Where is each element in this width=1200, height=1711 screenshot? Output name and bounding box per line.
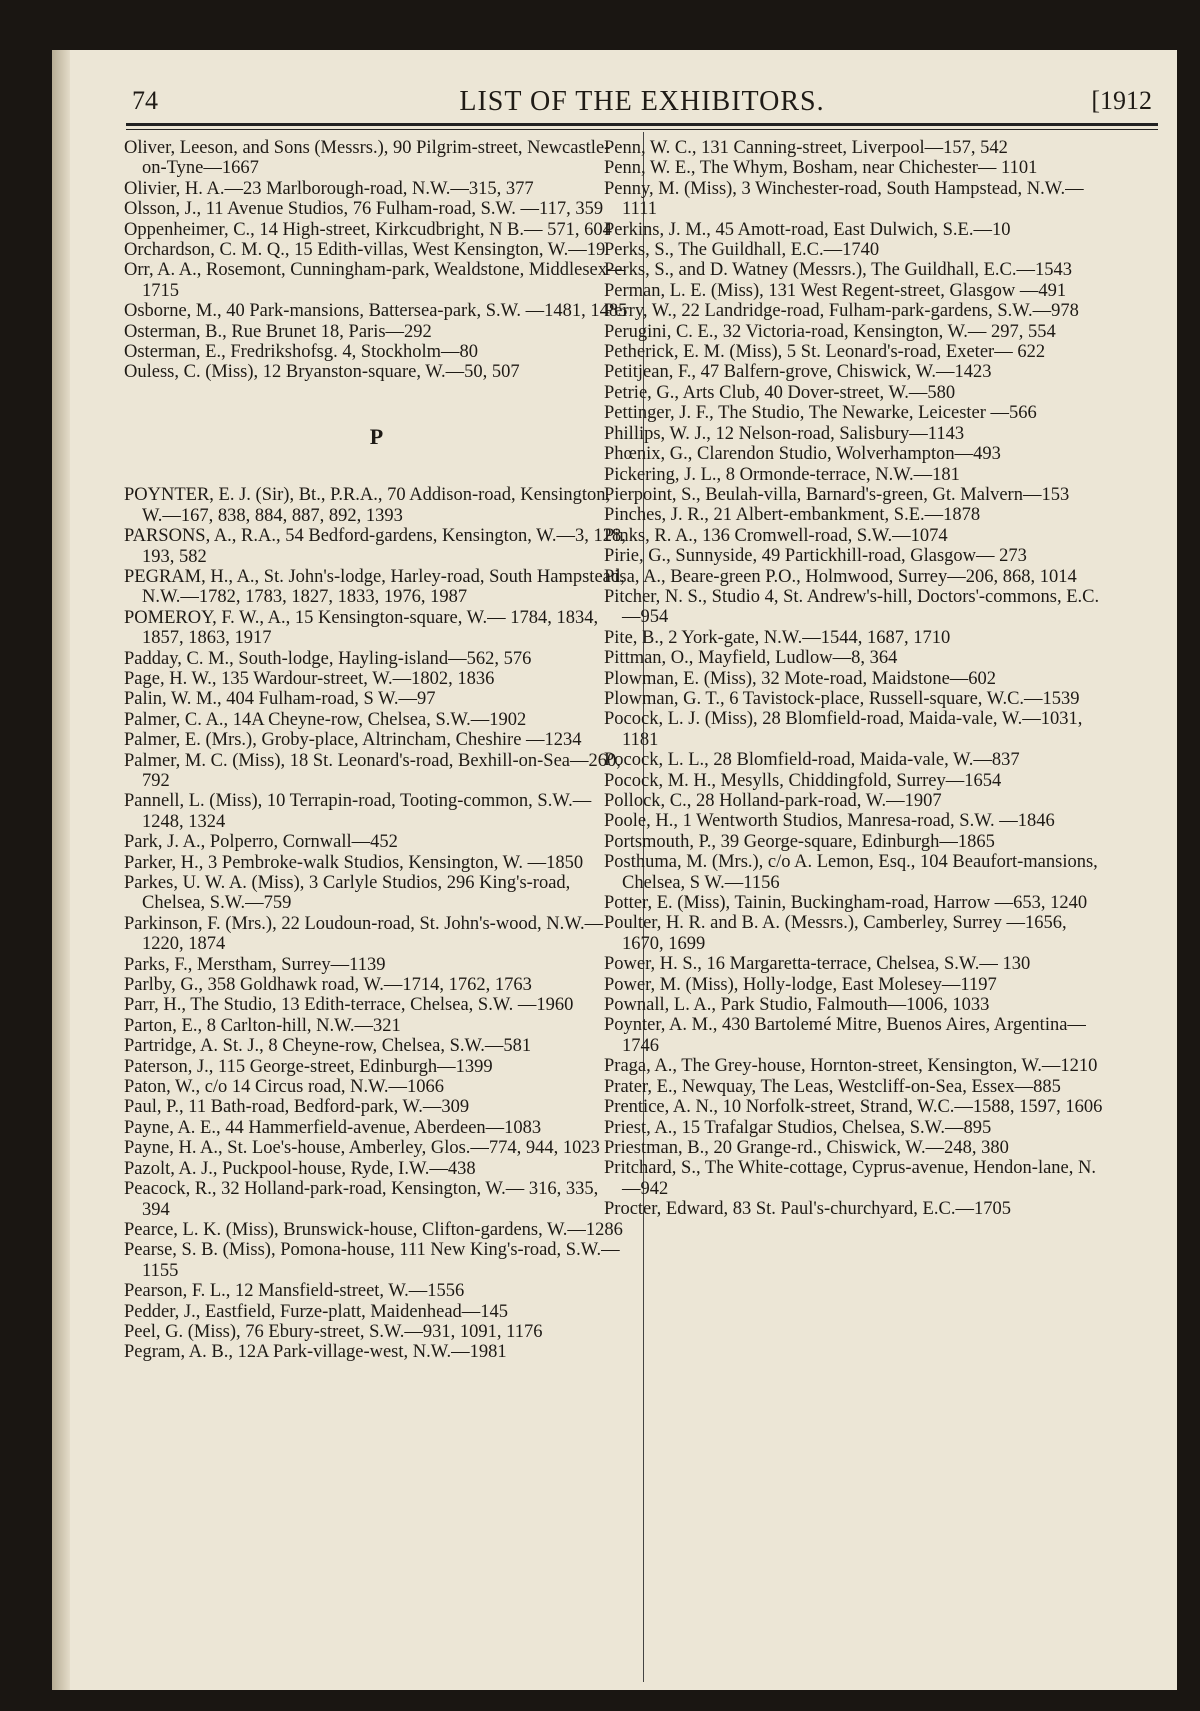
exhibitor-entry: Orchardson, C. M. Q., 15 Edith-villas, West Kensington, W.—19 [124, 240, 606, 261]
exhibitor-entry: POMEROY, F. W., A., 15 Kensington-square, W.— 1784, 1834, 1857, 1863, 1917 [124, 607, 599, 649]
exhibitor-entry: Padday, C. M., South-lodge, Hayling-island—562, 576 [124, 648, 532, 669]
exhibitor-entry: Partridge, A. St. J., 8 Cheyne-row, Chelsea, S.W.—581 [124, 1036, 532, 1057]
right-entries [604, 138, 1109, 1220]
exhibitor-entry: Prater, E., Newquay, The Leas, Westcliff-on-Sea, Essex—885 [604, 1076, 1061, 1097]
exhibitor-entry: Petherick, E. M. (Miss), 5 St. Leonard's-road, Exeter— 622 [604, 342, 1046, 363]
exhibitor-entry: Penn, W. C., 131 Canning-street, Liverpool—157, 542 [604, 138, 1008, 158]
exhibitor-entry: Parker, H., 3 Pembroke-walk Studios, Kensington, W. —1850 [124, 852, 584, 873]
exhibitor-entry: Paterson, J., 115 George-street, Edinburgh—1399 [124, 1056, 493, 1077]
exhibitor-entry: Portsmouth, P., 39 George-square, Edinburgh—1865 [604, 831, 995, 852]
exhibitor-entry: Pannell, L. (Miss), 10 Terrapin-road, Tooting-common, S.W.—1248, 1324 [124, 791, 592, 832]
exhibitor-entry: Pirie, G., Sunnyside, 49 Partickhill-road, Glasgow— 273 [604, 546, 1027, 567]
exhibitor-entry: Petitjean, F., 47 Balfern-grove, Chiswick, W.—1423 [604, 362, 992, 383]
exhibitor-entry: Perry, W., 22 Landridge-road, Fulham-park-gardens, S.W.—978 [604, 301, 1079, 322]
exhibitor-entry: Poynter, A. M., 430 Bartolemé Mitre, Buenos Aires, Argentina—1746 [604, 1015, 1086, 1056]
exhibitor-entry: Pettinger, J. F., The Studio, The Newarke, Leicester —566 [604, 403, 1037, 424]
exhibitor-entry: Poulter, H. R. and B. A. (Messrs.), Camberley, Surrey —1656, 1670, 1699 [604, 913, 1067, 954]
exhibitor-entry: Pinks, R. A., 136 Cromwell-road, S.W.—1074 [604, 525, 948, 546]
exhibitor-entry: PARSONS, A., R.A., 54 Bedford-gardens, Kensington, W.—3, 128, 193, 582 [124, 526, 626, 567]
exhibitor-entry: Paul, P., 11 Bath-road, Bedford-park, W.—309 [124, 1097, 470, 1118]
exhibitor-entry: Penny, M. (Miss), 3 Winchester-road, South Hampstead, N.W.—1111 [604, 178, 1084, 220]
book-page [52, 50, 1177, 1690]
exhibitor-entry: Pocock, L. L., 28 Blomfield-road, Maida-vale, W.—837 [604, 750, 1020, 771]
right-column [604, 138, 1109, 1220]
exhibitor-entry: Perks, S., The Guildhall, E.C.—1740 [604, 240, 880, 261]
exhibitor-entry: Pisa, A., Beare-green P.O., Holmwood, Surrey—206, 868, 1014 [604, 566, 1077, 587]
exhibitor-entry: Oliver, Leeson, and Sons (Messrs.), 90 Pilgrim-street, Newcastle-on-Tyne—1667 [124, 138, 611, 179]
exhibitor-entry: Peacock, R., 32 Holland-park-road, Kensington, W.— 316, 335, 394 [124, 1179, 599, 1220]
exhibitor-entry: Pitcher, N. S., Studio 4, St. Andrew's-hill, Doctors'-commons, E.C.—954 [604, 586, 1100, 628]
exhibitor-entry: Paton, W., c/o 14 Circus road, N.W.—1066 [124, 1077, 444, 1098]
section-letter: P [369, 423, 384, 449]
year-label: [1912 [1091, 86, 1152, 115]
exhibitor-entry: Palmer, C. A., 14A Cheyne-row, Chelsea, S.W.—1902 [124, 709, 527, 730]
header-rule [126, 123, 1158, 126]
exhibitor-entry: Perman, L. E. (Miss), 131 West Regent-street, Glasgow —491 [604, 280, 1067, 301]
exhibitor-entry: Pittman, O., Mayfield, Ludlow—8, 364 [604, 648, 898, 669]
page-header [132, 80, 1152, 120]
exhibitor-entry: Pocock, L. J. (Miss), 28 Blomfield-road, Maida-vale, W.—1031, 1181 [604, 709, 1083, 750]
exhibitor-entry: Payne, H. A., St. Loe's-house, Amberley, Glos.—774, 944, 1023 [124, 1138, 600, 1159]
exhibitor-entry: Pinches, J. R., 21 Albert-embankment, S.E.—1878 [604, 505, 981, 526]
page-title: LIST OF THE EXHIBITORS. [459, 86, 825, 117]
exhibitor-entry: POYNTER, E. J. (Sir), Bt., P.R.A., 70 Addison-road, Kensington, W.—167, 838, 884, 887, 892, 1393 [124, 485, 611, 526]
exhibitor-entry: Power, H. S., 16 Margaretta-terrace, Chelsea, S.W.— 130 [604, 954, 1031, 975]
exhibitor-entry: Pocock, M. H., Mesylls, Chiddingfold, Surrey—1654 [604, 770, 1002, 791]
exhibitor-entry: Procter, Edward, 83 St. Paul's-churchyard, E.C.—1705 [604, 1199, 1011, 1220]
exhibitor-entry: Parr, H., The Studio, 13 Edith-terrace, Chelsea, S.W. —1960 [124, 995, 574, 1016]
exhibitor-entry: Parks, F., Merstham, Surrey—1139 [124, 954, 386, 975]
exhibitor-entry: Pritchard, S., The White-cottage, Cyprus-avenue, Hendon-lane, N.—942 [604, 1158, 1096, 1199]
exhibitor-entry: Priest, A., 15 Trafalgar Studios, Chelsea, S.W.—895 [604, 1117, 992, 1138]
exhibitor-entry: Osterman, E., Fredrikshofsg. 4, Stockholm—80 [124, 342, 479, 363]
page-number: 74 [132, 86, 158, 115]
left-bottom-entries [124, 485, 629, 1362]
exhibitor-entry: Praga, A., The Grey-house, Hornton-street, Kensington, W.—1210 [604, 1056, 1098, 1077]
exhibitor-entry: Pedder, J., Eastfield, Furze-platt, Maidenhead—145 [124, 1301, 509, 1322]
exhibitor-entry: Prentice, A. N., 10 Norfolk-street, Strand, W.C.—1588, 1597, 1606 [604, 1097, 1103, 1118]
header-rule-thin [126, 129, 1158, 130]
exhibitor-entry: Perks, S., and D. Watney (Messrs.), The Guildhall, E.C.—1543 [604, 260, 1072, 281]
exhibitor-entry: Parlby, G., 358 Goldhawk road, W.—1714, 1762, 1763 [124, 975, 532, 996]
exhibitor-entry: Pickering, J. L., 8 Ormonde-terrace, N.W.—181 [604, 464, 960, 485]
exhibitor-entry: Perugini, C. E., 32 Victoria-road, Kensington, W.— 297, 554 [604, 321, 1056, 342]
book-spine-shadow [52, 50, 70, 1690]
exhibitor-entry: Pownall, L. A., Park Studio, Falmouth—1006, 1033 [604, 995, 990, 1016]
exhibitor-entry: Palmer, E. (Mrs.), Groby-place, Altrincham, Cheshire —1234 [124, 730, 582, 751]
exhibitor-entry: Page, H. W., 135 Wardour-street, W.—1802, 1836 [124, 668, 495, 689]
exhibitor-entry: Penn, W. E., The Whym, Bosham, near Chichester— 1101 [604, 158, 1038, 179]
exhibitor-entry: Peel, G. (Miss), 76 Ebury-street, S.W.—931, 1091, 1176 [124, 1321, 543, 1342]
exhibitor-entry: Pierpoint, S., Beulah-villa, Barnard's-green, Gt. Malvern—153 [604, 484, 1070, 505]
exhibitor-entry: Poole, H., 1 Wentworth Studios, Manresa-road, S.W. —1846 [604, 811, 1055, 832]
exhibitor-entry: Oppenheimer, C., 14 High-street, Kirkcudbright, N B.— 571, 604 [124, 219, 612, 240]
exhibitor-entry: Parkinson, F. (Mrs.), 22 Loudoun-road, St. John's-wood, N.W.—1220, 1874 [124, 913, 604, 955]
exhibitor-entry: Olsson, J., 11 Avenue Studios, 76 Fulham-road, S.W. —117, 359 [124, 199, 604, 220]
exhibitor-entry: Petrie, G., Arts Club, 40 Dover-street, W.—580 [604, 382, 956, 403]
exhibitor-entry: Phillips, W. J., 12 Nelson-road, Salisbury—1143 [604, 423, 965, 444]
exhibitor-entry: Ouless, C. (Miss), 12 Bryanston-square, W.—50, 507 [124, 362, 520, 383]
exhibitor-entry: Palmer, M. C. (Miss), 18 St. Leonard's-road, Bexhill-on-Sea—260, 792 [124, 750, 621, 791]
exhibitor-entry: PEGRAM, H., A., St. John's-lodge, Harley-road, South Hampstead, N.W.—1782, 1783, 1827, 1833, 1976, 1987 [124, 566, 625, 608]
exhibitor-entry: Orr, A. A., Rosemont, Cunningham-park, Wealdstone, Middlesex—1715 [124, 260, 626, 301]
exhibitor-entry: Perkins, J. M., 45 Amott-road, East Dulwich, S.E.—10 [604, 219, 1011, 240]
exhibitor-entry: Park, J. A., Polperro, Cornwall—452 [124, 832, 398, 853]
exhibitor-entry: Pazolt, A. J., Puckpool-house, Ryde, I.W.—438 [124, 1158, 476, 1179]
exhibitor-entry: Potter, E. (Miss), Tainin, Buckingham-road, Harrow —653, 1240 [604, 893, 1088, 914]
exhibitor-entry: Pearce, L. K. (Miss), Brunswick-house, Clifton-gardens, W.—1286 [124, 1219, 623, 1240]
exhibitor-entry: Pite, B., 2 York-gate, N.W.—1544, 1687, 1710 [604, 627, 951, 648]
exhibitor-entry: Pearse, S. B. (Miss), Pomona-house, 111 New King's-road, S.W.—1155 [124, 1240, 620, 1281]
exhibitor-entry: Priestman, B., 20 Grange-rd., Chiswick, W.—248, 380 [604, 1137, 1009, 1158]
exhibitor-entry: Osborne, M., 40 Park-mansions, Battersea-park, S.W. —1481, 1485 [124, 301, 628, 322]
exhibitor-entry: Plowman, G. T., 6 Tavistock-place, Russell-square, W.C.—1539 [604, 688, 1080, 709]
exhibitor-entry: Pegram, A. B., 12A Park-village-west, N.W.—1981 [124, 1342, 507, 1363]
exhibitor-entry: Payne, A. E., 44 Hammerfield-avenue, Aberdeen—1083 [124, 1117, 542, 1138]
exhibitor-entry: Phœnix, G., Clarendon Studio, Wolverhampton—493 [604, 444, 1001, 465]
left-column [124, 138, 629, 1363]
left-top-entries [124, 138, 629, 383]
exhibitor-entry: Plowman, E. (Miss), 32 Mote-road, Maidstone—602 [604, 668, 997, 689]
exhibitor-entry: Parkes, U. W. A. (Miss), 3 Carlyle Studios, 296 King's-road, Chelsea, S.W.—759 [124, 873, 571, 914]
exhibitor-entry: Pearson, F. L., 12 Mansfield-street, W.—1556 [124, 1281, 465, 1302]
exhibitor-entry: Osterman, B., Rue Brunet 18, Paris—292 [124, 321, 432, 342]
exhibitor-entry: Posthuma, M. (Mrs.), c/o A. Lemon, Esq., 104 Beaufort-mansions, Chelsea, S W.—1156 [604, 852, 1098, 893]
exhibitor-entry: Pollock, C., 28 Holland-park-road, W.—1907 [604, 791, 942, 811]
exhibitor-entry: Palin, W. M., 404 Fulham-road, S W.—97 [124, 689, 436, 710]
exhibitor-entry: Parton, E., 8 Carlton-hill, N.W.—321 [124, 1015, 401, 1036]
exhibitor-entry: Power, M. (Miss), Holly-lodge, East Molesey—1197 [604, 974, 997, 995]
exhibitor-entry: Olivier, H. A.—23 Marlborough-road, N.W.—315, 377 [124, 178, 534, 199]
